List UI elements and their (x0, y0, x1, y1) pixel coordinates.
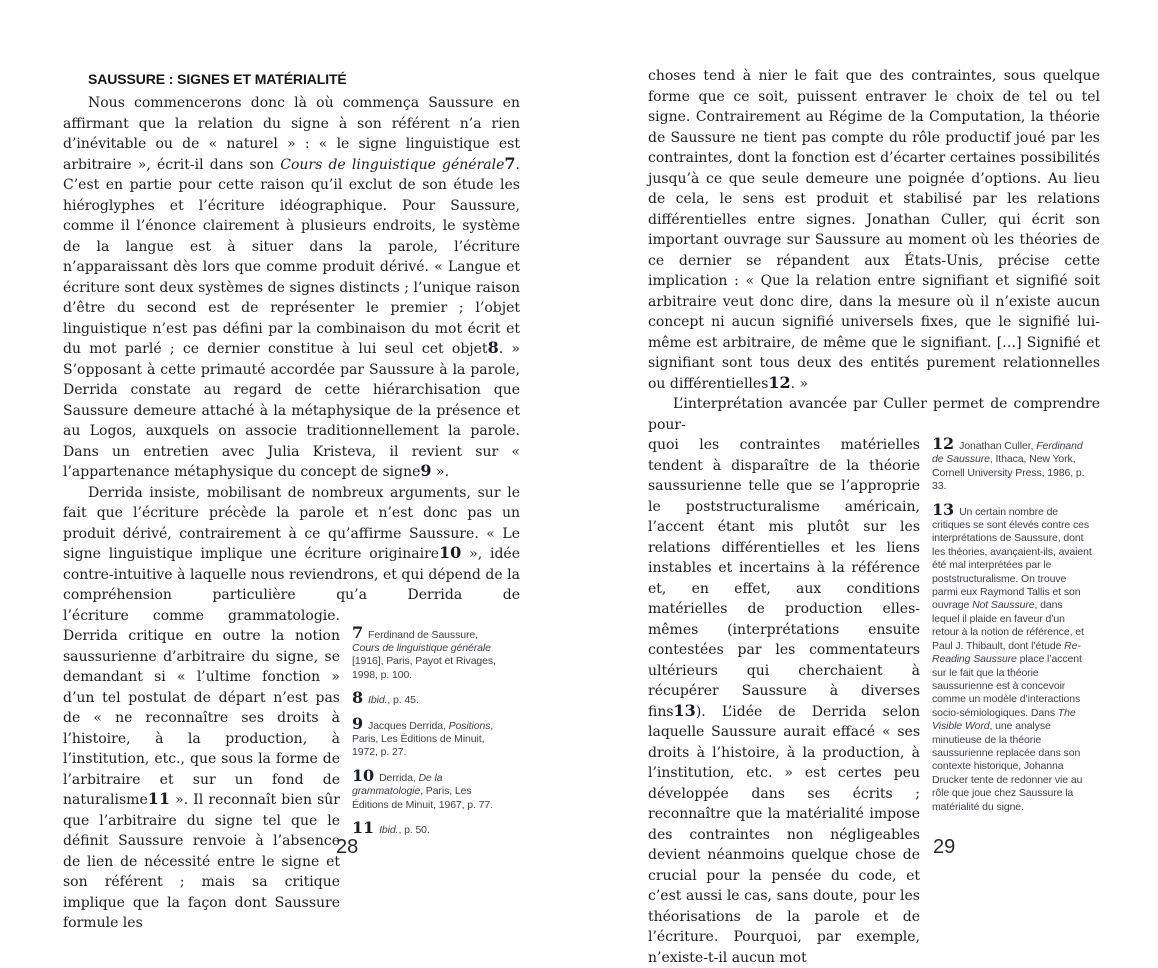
footnote-number: 12 (932, 434, 955, 453)
page-left (63, 71, 520, 934)
text-segment: . » S’opposant à cette primauté accordée par Saussure à la parole, Derrida constate au regard de cette hiérarchisation que Saussure demeure attaché à la métaphysique de la présence et au Logos, auxquels on associe traditionnellement la parole. Dans un entretien avec Julia Kristeva, il revient sur « l’appartenance métaphysique du concept de signe (63, 341, 520, 480)
footnote (352, 688, 504, 708)
footnote-text (379, 824, 430, 836)
italic-text: De la grammatologie (352, 771, 443, 798)
left-paragraph-1 (63, 93, 520, 483)
footnote-text (352, 629, 496, 681)
text-segment: quoi les contraintes matérielles tendent à disparaître de la théorie saussurienne telle que se l’approprie le poststructuralisme américain, l’accent étant mis plutôt sur les relations différentielles et les liens instables et incertains à la référence et, en effet, aux conditions matérielles de production elles-mêmes (interprétations ensuite contestées par les commentateurs ultérieurs qui cherchaient à récupérer Saussure à diverses fins (648, 437, 920, 720)
inline-footnote-number: 9 (420, 461, 432, 480)
left-paragraph-2-narrow (63, 606, 340, 934)
text-segment: . C’est en partie pour cette raison qu’il exclut de son étude les hiéroglyphes et l’écriture idéographique. Pour Saussure, comme il l’énonce clairement à plusieurs endroits, le système de la langue est à situer dans la parole, l’écriture n’apparaissant dès lors que comme produit dérivé. « Langue et écriture sont deux systèmes de signes distincts ; l’unique raison d’être du second est de représenter le premier ; l’objet linguistique n’est pas défini par la combinaison du mot écrit et du mot parlé ; ce dernier constitue à lui seul cet objet (63, 156, 520, 357)
page-right (648, 66, 1100, 968)
text-segment: place l’accent sur le fait que la théorie saussurienne est à concevoir comme un modèle d’interactions socio-sémiologiques. Dans (932, 653, 1082, 719)
text-segment: ). L’idée de Derrida selon laquelle Saussure aurait effacé « ses droits à l’histoire, à la production, à l’institution, etc. » est certes peu développée dans ses écrits ; reconnaître que la matérialité impose des contraintes non négligeables devient néanmoins quelque chose de crucial pour la pensée du code, et c’est aussi le cas, sans doute, pour les théorisations de la parole et de l’écriture. Pourquoi, par exemple, n’existe-t-il aucun mot (648, 703, 920, 966)
footnote (932, 499, 1092, 814)
footnote (932, 434, 1092, 494)
text-segment: , Paris, Les Éditions de Minuit, 1972, p. 27. (352, 719, 494, 759)
italic-text: Positions (448, 719, 491, 732)
footnote-number: 11 (352, 817, 375, 837)
left-sidenotes (352, 622, 504, 847)
italic-text: Cours de linguistique générale (352, 641, 491, 654)
text-segment: Derrida insiste, mobilisant de nombreux arguments, sur le fait que l’écriture précède la parole et n’est donc pas un produit dérivé, contrairement à ce qu’affirme Saussure. « Le signe linguistique implique une écriture originaire (63, 484, 520, 562)
right-paragraph-2-narrow (648, 435, 920, 968)
text-segment: ». (431, 464, 450, 480)
right-paragraph-2-wide (648, 394, 1100, 435)
left-text-with-sidenotes (63, 606, 520, 934)
text-segment: , dans lequel il plaide en faveur d’un retour à la notion de référence, et Paul J. Thibault, dont l’étude (932, 599, 1084, 652)
text-segment: ». Il reconnaît bien sûr que l’arbitraire du signe tel que le définit Saussure renvoie à l’absence de lien de nécessité entre le signe et son référent ; mais sa critique implique que la façon dont Saussure formule les (63, 792, 340, 931)
text-segment: , une analyse minutieuse de la théorie saussurienne replacée dans son contexte historique, Johanna Drucker tente de redonner vie au rôle que joue chez Saussure la matérialité du signe. (932, 720, 1083, 813)
text-segment: , p. 45. (387, 694, 419, 707)
inline-footnote-number: 13 (673, 700, 696, 720)
text-segment: Ferdinand de Saussure, (368, 628, 478, 641)
footnote-text (932, 506, 1092, 813)
right-paragraph-1 (648, 66, 1100, 394)
right-sidenotes (932, 434, 1092, 823)
italic-text: The Visible Word (932, 706, 1076, 733)
text-segment: Jonathan Culler, (959, 440, 1037, 452)
footnote (352, 765, 504, 812)
footnote-number: 9 (352, 713, 364, 733)
italic-text: Re-Reading Saussure (932, 639, 1081, 666)
left-paragraph-2-wide (63, 483, 520, 606)
inline-footnote-number: 12 (768, 372, 791, 392)
italic-text: Ibid. (368, 694, 388, 707)
footnote-text (932, 440, 1084, 492)
footnote-number: 10 (352, 765, 375, 785)
footnote (352, 713, 504, 760)
italic-text: Ibid. (379, 823, 399, 836)
footnote-number: 13 (932, 499, 955, 519)
inline-footnote-number: 7 (504, 153, 516, 173)
text-segment: , Paris, Les Éditions de Minuit, 1967, p. 77. (352, 785, 493, 811)
text-segment: , p. 50. (398, 823, 430, 836)
inline-footnote-number: 10 (439, 543, 462, 562)
text-segment: [1916], Paris, Payot et Rivages, 1998, p. 100. (352, 655, 496, 681)
text-segment: l’écriture comme grammatologie. Derrida critique en outre la notion saussurienne d’arbitraire du signe, se demandant si « l’ultime fonction » d’un tel postulat de départ n’est pas de « ne reconnaître ses droits à l’histoire, à la production, à l’institution, etc., que sous la forme de l’arbitraire et sur un fond de naturalisme (63, 607, 340, 808)
text-segment: Jacques Derrida, (368, 719, 449, 732)
footnote-number: 7 (352, 622, 364, 642)
text-segment: L’interprétation avancée par Culler permet de comprendre pour- (648, 396, 1100, 433)
text-segment: Derrida, (379, 771, 419, 784)
page-number-left: 28 (336, 836, 359, 858)
text-segment: , Ithaca, New York, Cornell University Press, 1986, p. 33. (932, 453, 1085, 493)
italic-text: Ferdinand de Saussure (932, 440, 1083, 466)
text-segment: Un certain nombre de critiques se sont élevés contre ces interprétations de Saussure, dont les théories, avançaient-ils, avaient été mal interprétées par le poststructuralisme. On trouve parmi eux Raymond Tallis et son ouvrage (932, 505, 1092, 612)
page-number-right: 29 (933, 836, 956, 858)
footnote-number: 8 (352, 688, 364, 708)
italic-text: Not Saussure (972, 599, 1035, 612)
footnote (352, 817, 504, 837)
right-text-with-sidenotes (648, 435, 1100, 968)
footnote (352, 622, 504, 683)
text-segment: Nous commencerons donc là où commença Saussure en affirmant que la relation du signe à son référent n’a rien d’inévitable ou de « naturel » : « le signe linguistique est arbitraire », écrit-il dans son (63, 95, 520, 173)
footnote-text (368, 694, 419, 706)
inline-footnote-number: 8 (487, 338, 499, 357)
text-segment: choses tend à nier le fait que des contraintes, sous quelque forme que ce soit, puissent entraver le choix de tel ou tel signe. Contrairement au Régime de la Computation, la théorie de Saussure ne tient pas compte du rôle productif joué par les contraintes, dont la fonction est d’écarter certaines possibilités jusqu’à ce que seule demeure une poignée d’options. Au lieu de cela, le sens est produit et stabilisé par les relations différentielles entre signes. Jonathan Culler, qui écrit son important ouvrage sur Saussure au moment où les théories de ce dernier se répandent aux États-Unis, précise cette implication : « Que la relation entre signifiant et signifié soit arbitraire veut donc dire, dans la mesure où il n’existe aucun concept ni aucun signifié universels fixes, que le signifié lui-même est arbitraire, de même que le signifiant. […] Signifié et signifiant sont tous deux des entités purement relationnelles ou différentielles (648, 68, 1100, 392)
text-segment: », idée contre-intuitive à laquelle nous reviendrons, et qui dépend de la compréhension particulière qu’a Derrida de (63, 546, 520, 603)
inline-footnote-number: 11 (147, 789, 171, 808)
section-heading: SAUSSURE : SIGNES ET MATÉRIALITÉ (88, 71, 347, 87)
footnote-text (352, 720, 493, 759)
italic-text: Cours de linguistique générale (280, 156, 505, 173)
text-segment: . » (790, 375, 809, 392)
